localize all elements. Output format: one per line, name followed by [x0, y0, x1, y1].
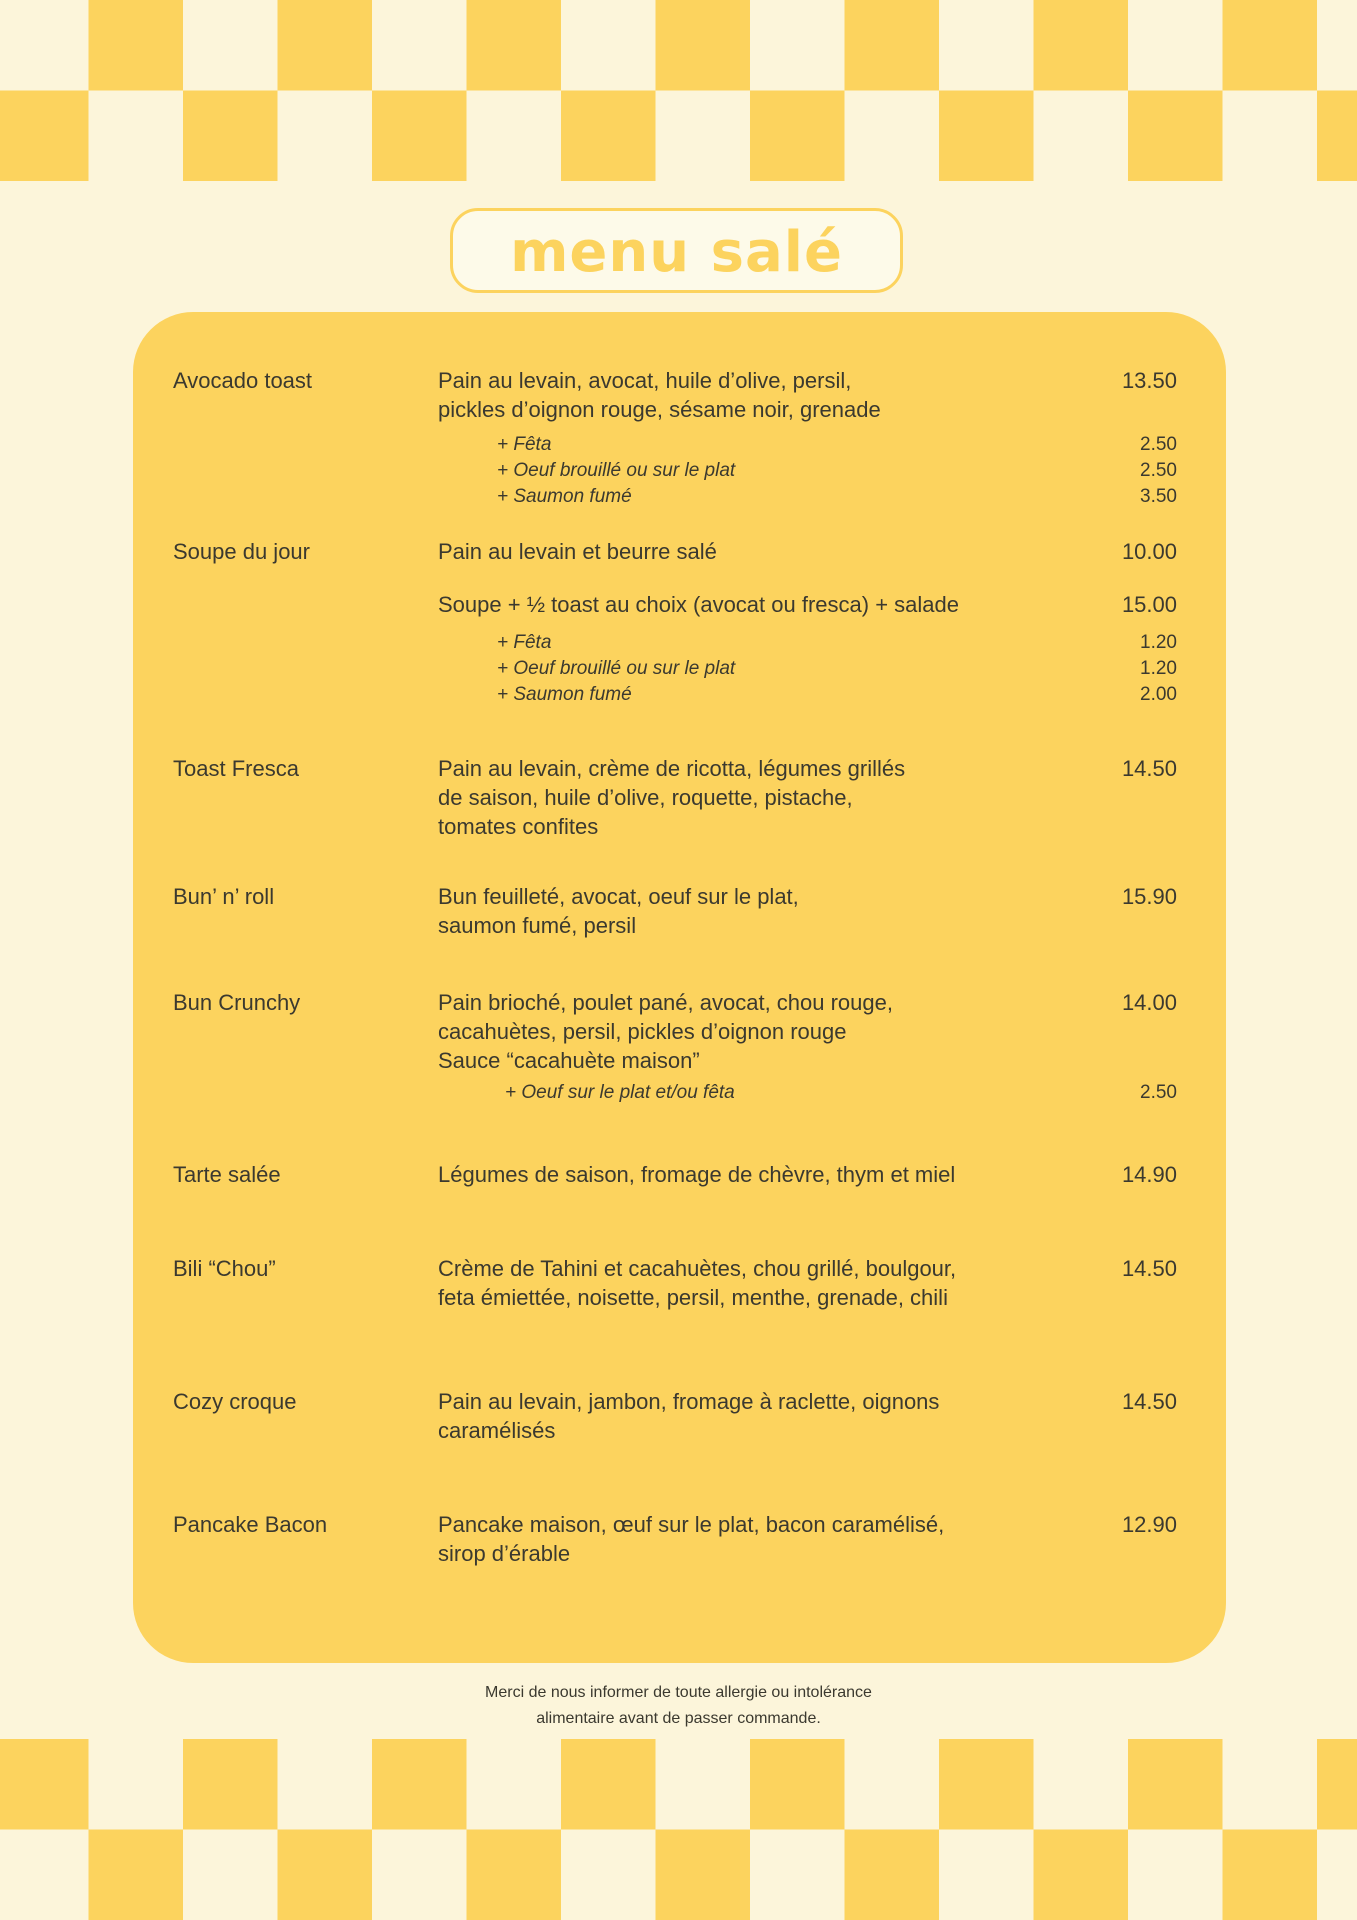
description-line: Légumes de saison, fromage de chèvre, thym et miel — [438, 1162, 956, 1187]
menu-item-name: Tarte salée — [173, 1162, 281, 1187]
title-box — [450, 208, 903, 293]
menu-item-soupe-formule — [173, 590, 1177, 619]
addon-row — [497, 656, 1177, 682]
menu-item-price: 10.00 — [1121, 539, 1177, 564]
description-line: Pain au levain, crème de ricotta, légumes grillés — [438, 756, 906, 781]
menu-card — [133, 312, 1226, 1663]
addon-price: 2.50 — [1140, 460, 1177, 481]
addon-price: 1.20 — [1140, 632, 1177, 653]
description-line: Pancake maison, œuf sur le plat, bacon caramélisé, — [438, 1512, 945, 1537]
menu-item-name: Bun’ n’ roll — [173, 884, 275, 909]
menu-item-description — [438, 882, 1085, 940]
menu-item-price: 14.50 — [1121, 1389, 1177, 1414]
addon-price: 2.50 — [1140, 1082, 1177, 1103]
description-line: tomates confites — [438, 814, 599, 839]
addon-price: 2.00 — [1140, 684, 1177, 705]
allergy-notice — [0, 1680, 1357, 1732]
description-line: Soupe + ½ toast au choix (avocat ou fresca) + salade — [438, 592, 959, 617]
menu-item-name: Toast Fresca — [173, 756, 299, 781]
addon-row — [497, 484, 1177, 510]
addon-label: + Fêta — [497, 434, 552, 455]
description-line: Bun feuilleté, avocat, oeuf sur le plat, — [438, 884, 799, 909]
addon-group — [505, 1080, 1177, 1106]
menu-item-description — [438, 1510, 1085, 1568]
addon-group — [497, 432, 1177, 510]
description-line: cacahuètes, persil, pickles d’oignon rouge — [438, 1019, 847, 1044]
description-line: feta émiettée, noisette, persil, menthe, grenade, chili — [438, 1285, 948, 1310]
menu-item-description — [438, 366, 1085, 424]
addon-row — [505, 1080, 1177, 1106]
menu-item-cozy-croque — [173, 1387, 1177, 1445]
description-line: Pain au levain, avocat, huile d’olive, persil, — [438, 368, 852, 393]
menu-item-pancake-bacon — [173, 1510, 1177, 1568]
addon-label: + Oeuf sur le plat et/ou fêta — [505, 1082, 735, 1103]
menu-item-name: Pancake Bacon — [173, 1512, 328, 1537]
addon-label: + Saumon fumé — [497, 684, 632, 705]
description-line: Crème de Tahini et cacahuètes, chou grillé, boulgour, — [438, 1256, 957, 1281]
addon-row — [497, 432, 1177, 458]
addon-price: 3.50 — [1140, 486, 1177, 507]
menu-item-toast-fresca — [173, 754, 1177, 841]
page-title: menu salé — [510, 219, 843, 285]
top-checkerboard-pattern — [0, 0, 1357, 181]
menu-item-name: Cozy croque — [173, 1389, 297, 1414]
addon-price: 1.20 — [1140, 658, 1177, 679]
menu-item-price: 14.50 — [1121, 1256, 1177, 1281]
menu-item-description — [438, 1254, 1085, 1312]
description-line: Pain au levain, jambon, fromage à raclette, oignons — [438, 1389, 940, 1414]
menu-item-description — [438, 1387, 1085, 1445]
menu-item-bun-crunchy — [173, 988, 1177, 1075]
description-line: Pain au levain et beurre salé — [438, 539, 717, 564]
menu-item-price: 15.90 — [1121, 884, 1177, 909]
menu-item-name: Avocado toast — [173, 368, 313, 393]
description-line: Pain brioché, poulet pané, avocat, chou rouge, — [438, 990, 893, 1015]
addon-label: + Oeuf brouillé ou sur le plat — [497, 658, 736, 679]
allergy-notice-line2: alimentaire avant de passer commande. — [536, 1710, 821, 1727]
addon-row — [497, 630, 1177, 656]
addon-group — [497, 630, 1177, 708]
menu-item-price: 14.50 — [1121, 756, 1177, 781]
menu-item-description — [438, 754, 1085, 841]
menu-item-name: Bili “Chou” — [173, 1256, 276, 1281]
menu-item-description — [438, 537, 1085, 566]
menu-item-tarte-salee — [173, 1160, 1177, 1189]
addon-row — [497, 682, 1177, 708]
menu-item-soupe-du-jour — [173, 537, 1177, 566]
description-line: Sauce “cacahuète maison” — [438, 1048, 700, 1073]
menu-item-name: Soupe du jour — [173, 539, 310, 564]
description-line: saumon fumé, persil — [438, 913, 637, 938]
menu-item-name: Bun Crunchy — [173, 990, 301, 1015]
menu-item-price: 13.50 — [1121, 368, 1177, 393]
description-line: caramélisés — [438, 1418, 556, 1443]
addon-label: + Saumon fumé — [497, 486, 632, 507]
addon-label: + Fêta — [497, 632, 552, 653]
addon-label: + Oeuf brouillé ou sur le plat — [497, 460, 736, 481]
description-line: pickles d’oignon rouge, sésame noir, grenade — [438, 397, 881, 422]
menu-item-price: 15.00 — [1121, 592, 1177, 617]
menu-item-price: 12.90 — [1121, 1512, 1177, 1537]
allergy-notice-line1: Merci de nous informer de toute allergie ou intolérance — [485, 1684, 872, 1701]
description-line: de saison, huile d’olive, roquette, pistache, — [438, 785, 853, 810]
menu-item-bili-chou — [173, 1254, 1177, 1312]
bottom-checkerboard-pattern — [0, 1739, 1357, 1920]
menu-item-bun-n-roll — [173, 882, 1177, 940]
addon-row — [497, 458, 1177, 484]
addon-price: 2.50 — [1140, 434, 1177, 455]
menu-item-avocado-toast — [173, 366, 1177, 424]
menu-item-description — [438, 1160, 1085, 1189]
menu-item-price: 14.90 — [1121, 1162, 1177, 1187]
menu-item-description — [438, 988, 1085, 1075]
menu-item-name — [173, 590, 438, 619]
menu-item-description — [438, 590, 1085, 619]
menu-item-price: 14.00 — [1121, 990, 1177, 1015]
description-line: sirop d’érable — [438, 1541, 571, 1566]
